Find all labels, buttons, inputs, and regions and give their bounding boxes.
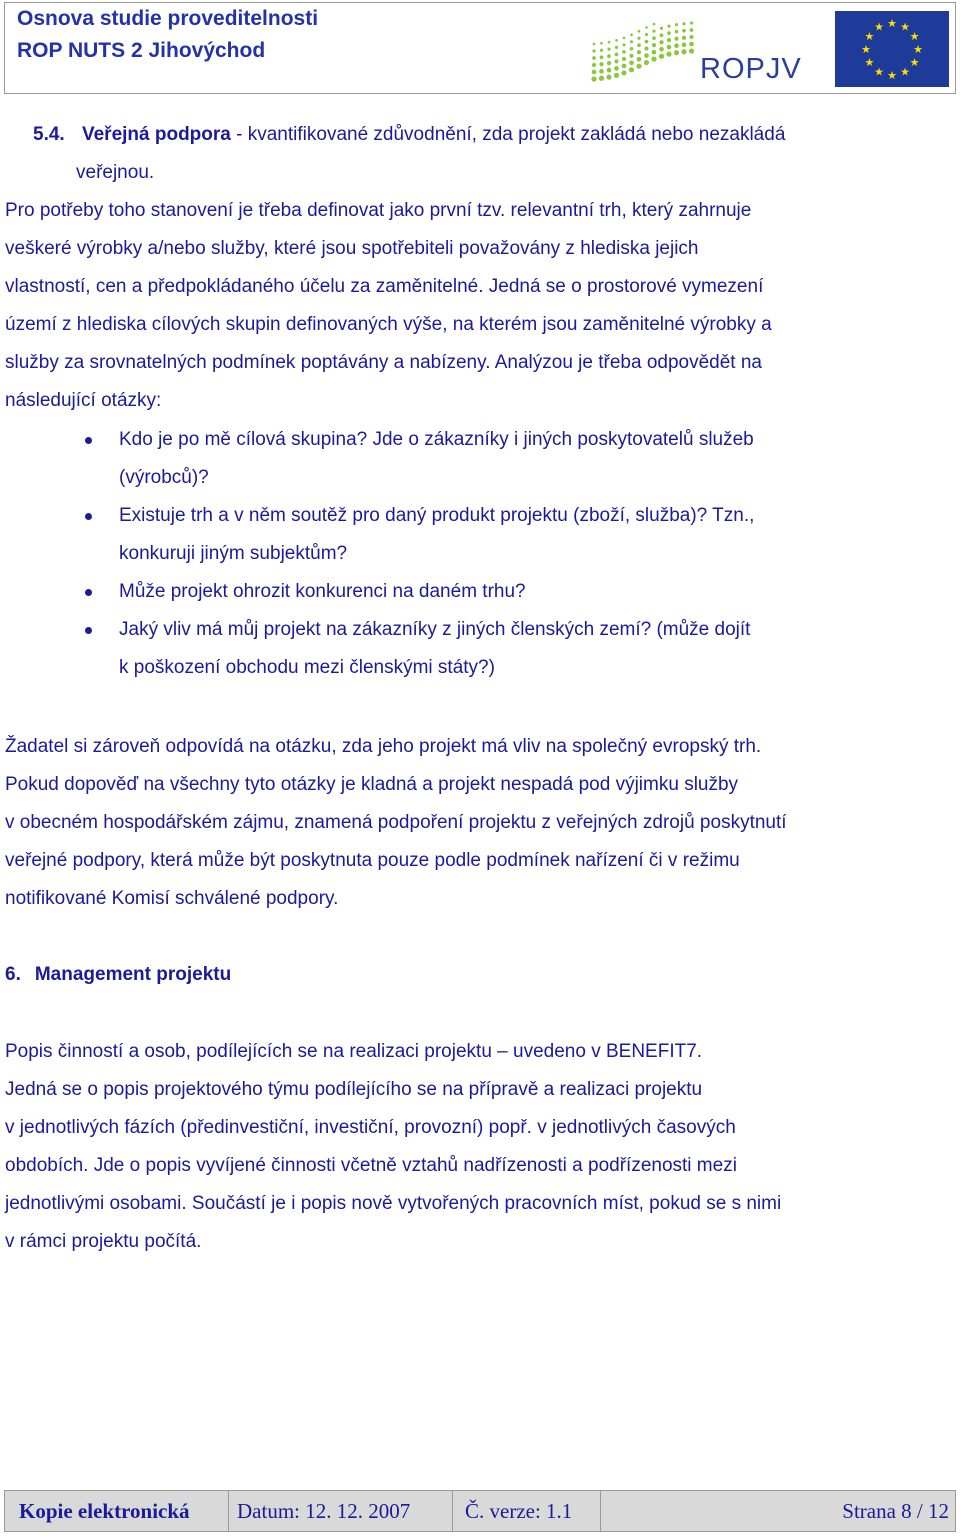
logo-dot <box>689 42 694 47</box>
list-item: Kdo je po mě cílová skupina? Jde o zákazníky i jiných poskytovatelů služeb <box>5 421 905 459</box>
ropjv-logo <box>590 21 820 87</box>
eu-star-icon: ★ <box>887 70 897 82</box>
logo-dot <box>681 49 686 54</box>
eu-star-icon: ★ <box>909 57 920 69</box>
section-title: Management projektu <box>34 964 232 985</box>
logo-dot <box>630 47 634 51</box>
text-line: v jednotlivých fázích (předinvestiční, investiční, provozní) popř. v jednotlivých časových <box>5 1117 736 1138</box>
text-line: v obecném hospodářském zájmu, znamená podpoření projektu z veřejných zdrojů poskytnutí <box>5 812 787 833</box>
eu-star-icon: ★ <box>900 21 910 34</box>
logo-dot <box>621 70 626 75</box>
logo-dot <box>622 50 626 54</box>
logo-dot <box>629 60 634 65</box>
eu-flag-icon <box>835 11 949 87</box>
section-6-heading <box>5 956 231 994</box>
logo-dot <box>659 54 664 59</box>
logo-dot <box>630 33 633 36</box>
logo-dot <box>599 62 603 66</box>
logo-dot <box>667 31 671 35</box>
text-line: Jedná se o popis projektového týmu podílejícího se na přípravě a realizaci projektu <box>5 1079 703 1100</box>
logo-dot <box>614 59 618 63</box>
section-5-4-heading <box>33 116 785 154</box>
logo-dot <box>644 53 649 58</box>
logo-dot <box>599 76 604 81</box>
section-number: 6. <box>5 964 21 985</box>
logo-dot <box>591 76 596 81</box>
logo-dot <box>592 56 596 60</box>
list-item-continuation: (výrobců)? <box>119 467 209 488</box>
footer-date: Datum: 12. 12. 2007 <box>229 1491 453 1531</box>
logo-dot <box>652 36 656 40</box>
logo-dot <box>644 46 648 50</box>
paragraph-state-aid <box>5 728 787 918</box>
text-line: v rámci projektu počítá. <box>5 1231 202 1252</box>
logo-dot <box>651 57 656 62</box>
header-subtitle: ROP NUTS 2 Jihovýchod <box>17 39 266 62</box>
list-item: Jaký vliv má můj projekt na zákazníky z jiných členských zemí? (může dojít <box>5 611 905 649</box>
logo-dot <box>659 40 663 44</box>
logo-dot <box>608 41 611 44</box>
ropjv-logo-text: ROPJV <box>700 53 802 85</box>
list-item: Existuje trh a v něm soutěž pro daný produkt projektu (zboží, služba)? Tzn., <box>5 497 905 535</box>
logo-dot <box>592 49 595 52</box>
logo-dot <box>607 61 611 65</box>
text-line: Pro potřeby toho stanovení je třeba definovat jako první tzv. relevantní trh, který zahrnuje <box>5 200 752 221</box>
logo-dot <box>667 45 672 50</box>
eu-star-icon: ★ <box>909 31 920 43</box>
section-title-rest: - kvantifikované zdůvodnění, zda projekt zakládá nebo nezakládá <box>230 124 786 145</box>
logo-dot <box>630 40 633 43</box>
logo-dot <box>675 23 678 26</box>
header-title: Osnova studie proveditelnosti <box>17 7 319 30</box>
logo-dot <box>682 36 686 40</box>
logo-dot <box>667 25 670 28</box>
eu-star-icon: ★ <box>913 44 923 56</box>
text-line: Žadatel si zároveň odpovídá na otázku, zda jeho projekt má vliv na společný evropský trh. <box>5 736 762 757</box>
document-header <box>4 2 956 94</box>
logo-dot <box>592 63 596 67</box>
footer-version: Č. verze: 1.1 <box>453 1491 601 1531</box>
logo-dot <box>622 43 625 46</box>
logo-dot <box>653 23 656 26</box>
logo-dot <box>607 68 612 73</box>
logo-dot <box>614 66 619 71</box>
list-item-continuation: konkuruji jiným subjektům? <box>119 543 348 564</box>
logo-dot <box>690 28 694 32</box>
eu-star-icon: ★ <box>874 21 884 34</box>
logo-dot <box>682 42 687 47</box>
paragraph-management <box>5 1033 781 1261</box>
logo-dot <box>615 46 618 49</box>
eu-star-icon: ★ <box>864 31 875 43</box>
section-title-line2: veřejnou. <box>76 162 155 183</box>
logo-dot <box>592 70 597 75</box>
document-footer <box>4 1490 956 1532</box>
logo-dot <box>629 67 634 72</box>
logo-dot <box>652 50 657 55</box>
logo-dot <box>682 22 685 25</box>
bullet-icon <box>85 589 92 596</box>
list-item: Může projekt ohrozit konkurenci na daném trhu? <box>5 573 905 611</box>
eu-star-icon: ★ <box>887 18 897 30</box>
logo-dot <box>660 27 663 30</box>
logo-dot <box>607 54 611 58</box>
logo-dot <box>599 69 604 74</box>
logo-dot <box>666 52 671 57</box>
logo-dot <box>644 60 649 65</box>
eu-star-icon: ★ <box>861 44 871 56</box>
bullet-icon <box>85 437 92 444</box>
logo-dot <box>622 57 626 61</box>
logo-dot <box>674 43 679 48</box>
logo-dot <box>690 21 693 24</box>
text-line: Popis činností a osob, podílejících se na realizaci projektu – uvedeno v BENEFIT7. <box>5 1041 703 1062</box>
logo-dot <box>689 35 693 39</box>
logo-dot <box>637 50 641 54</box>
logo-dot <box>674 50 679 55</box>
logo-dot <box>614 73 619 78</box>
text-line: veřejné podpory, která může být poskytnuta pouze podle podmínek nařízení či v režimu <box>5 850 740 871</box>
question-list <box>5 421 905 687</box>
ropjv-logo-mark <box>590 21 710 87</box>
text-line: jednotlivými osobami. Součástí je i popis nově vytvořených pracovních míst, pokud se s nimi <box>5 1193 782 1214</box>
footer-page-number: Strana 8 / 12 <box>842 1499 949 1523</box>
logo-dot <box>645 26 648 29</box>
text-line: obdobích. Jde o popis vyvíjené činnosti včetně vztahů nadřízenosti a podřízenosti mezi <box>5 1155 737 1176</box>
logo-dot <box>629 54 633 58</box>
text-line: notifikované Komisí schválené podpory. <box>5 888 339 909</box>
logo-dot <box>593 43 596 46</box>
paragraph-relevant-market <box>5 192 772 420</box>
logo-dot <box>607 48 610 51</box>
logo-dot <box>667 38 671 42</box>
section-number: 5.4. <box>33 124 65 145</box>
logo-dot <box>637 37 640 40</box>
list-item-continuation: k poškození obchodu mezi členskými státy?) <box>119 657 495 678</box>
logo-dot <box>645 33 648 36</box>
bullet-icon <box>85 513 92 520</box>
logo-dot <box>606 75 611 80</box>
eu-star-icon: ★ <box>874 66 884 79</box>
logo-dot <box>645 40 649 44</box>
bullet-icon <box>85 627 92 634</box>
text-line: následující otázky: <box>5 390 162 411</box>
logo-dot <box>637 57 642 62</box>
logo-dot <box>652 30 655 33</box>
text-line: služby za srovnatelných podmínek poptávány a nabízeny. Analýzou je třeba odpovědět na <box>5 352 762 373</box>
logo-dot <box>600 42 603 45</box>
logo-dot <box>600 49 603 52</box>
eu-star-icon: ★ <box>900 66 910 79</box>
logo-dot <box>623 37 626 40</box>
logo-dot <box>637 43 641 47</box>
logo-dot <box>659 47 664 52</box>
logo-dot <box>675 30 679 34</box>
text-line: území z hlediska cílových skupin definovaných výše, na kterém jsou zaměnitelné výrobky a <box>5 314 772 335</box>
logo-dot <box>600 55 604 59</box>
logo-dot <box>615 53 619 57</box>
text-line: vlastností, cen a předpokládaného účelu za zaměnitelné. Jedná se o prostorové vymezení <box>5 276 764 297</box>
logo-dot <box>622 64 627 69</box>
section-title: Veřejná podpora <box>81 124 231 145</box>
text-line: Pokud dopověď na všechny tyto otázky je kladná a projekt nespadá pod výjimku služby <box>5 774 739 795</box>
logo-dot <box>660 33 664 37</box>
logo-dot <box>689 48 694 53</box>
logo-dot <box>674 37 678 41</box>
footer-copy-label: Kopie elektronická <box>5 1491 229 1531</box>
text-line: veškeré výrobky a/nebo služby, které jsou spotřebiteli považovány z hlediska jejich <box>5 238 699 259</box>
logo-dot <box>615 39 618 42</box>
logo-dot <box>638 30 641 33</box>
logo-dot <box>636 64 641 69</box>
logo-dot <box>682 29 686 33</box>
eu-star-icon: ★ <box>864 57 875 69</box>
logo-dot <box>652 43 656 47</box>
